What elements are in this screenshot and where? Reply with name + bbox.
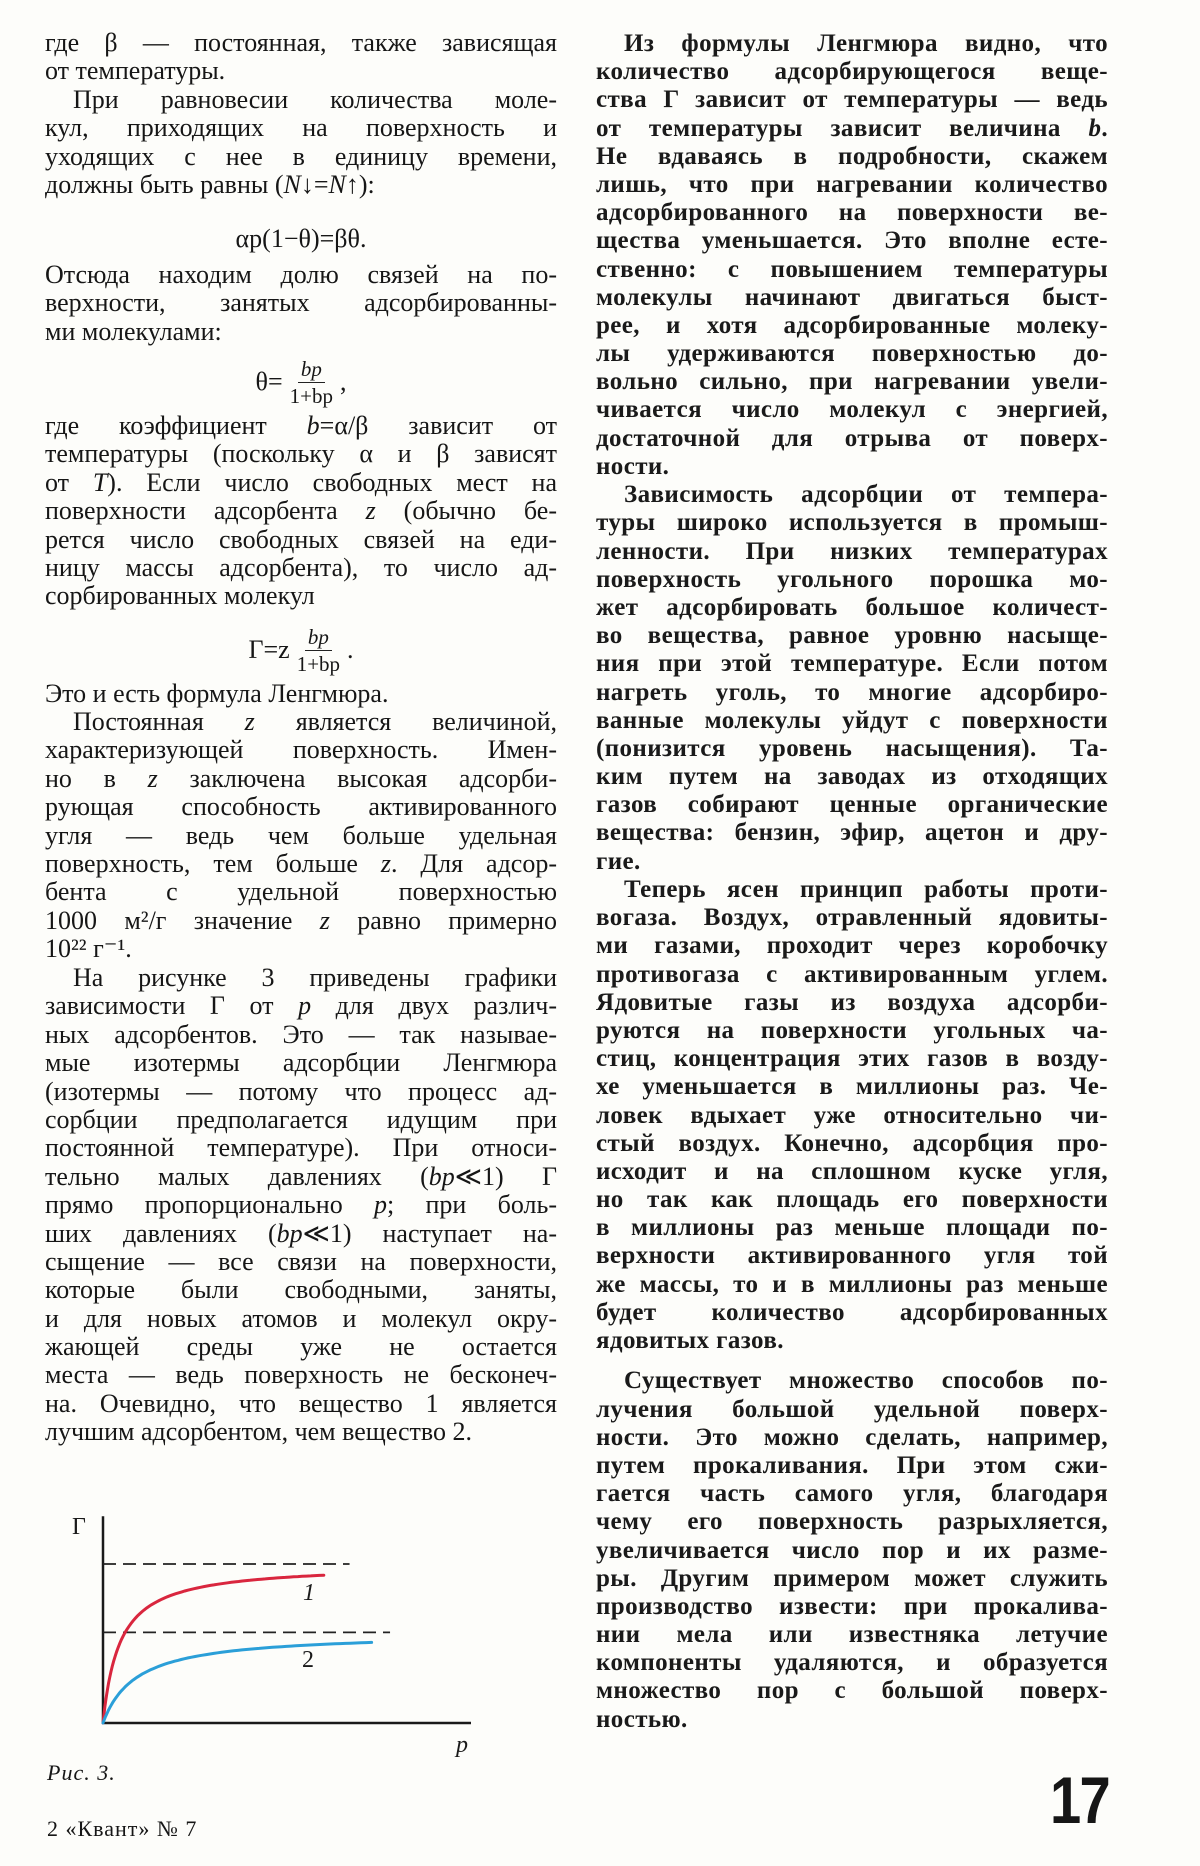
text-line: температуры (поскольку α и β зависят [45,439,557,469]
text-line: вольно сильно, при нагревании увели- [596,368,1108,396]
text-line: ры. Другим примером может служить [596,1564,1108,1592]
text-line: туры широко используется в промыш- [596,509,1108,537]
text-line: стиц, концентрация этих газов в возду- [596,1045,1108,1073]
text-line: щества уменьшается. Это вполне есте- [596,227,1108,255]
text-line: будет количество адсорбированных [596,1298,1108,1326]
text-line: прямо пропорционально p; при боль- [45,1190,557,1220]
text-line: характеризующей поверхность. Имен- [45,735,557,765]
formula-lhs: θ= [255,367,283,396]
text-line: увеличивается число пор и их разме- [596,1536,1108,1564]
text-line: количество адсорбирующегося веще- [596,58,1108,86]
text-line: ностью. [596,1705,688,1733]
text-line: рующая способность активированного [45,792,557,822]
text-line: и для новых атомов и молекул окру- [45,1303,557,1333]
text-line: постоянной температуре). При относи- [45,1133,557,1163]
text-line: жающей среды уже не остается [45,1332,557,1362]
isotherm-curve-1 [103,1575,324,1723]
text-line: ших давлениях (bp≪1) наступает на- [45,1218,557,1248]
text-line: чему его поверхность разрыхляется, [596,1508,1108,1536]
text-line: (понизится уровень насыщения). Та- [596,734,1108,762]
text-line: сорбированных молекул [45,581,315,611]
text-line: где коэффициент b=α/β зависит от [45,411,558,440]
text-line: ства Γ зависит от температуры — ведь [596,86,1108,114]
text-line: гается часть самого угля, благодаря [596,1480,1108,1508]
fraction-numerator: bp [298,356,325,383]
footer-signature: 2 «Квант» № 7 [47,1816,198,1841]
text-line: При равновесии количества моле- [73,85,557,114]
text-line: Существует множество способов по- [624,1367,1108,1395]
text-line: бента с удельной поверхностью [45,877,557,907]
fraction-denominator: 1+bp [296,651,341,676]
fraction [287,356,336,409]
text-line: рее, и хотя адсорбированные молеку- [596,311,1108,339]
text-line: Зависимость адсорбции от темпера- [624,481,1108,509]
text-line: вещества: бензин, эфир, ацетон и дру- [596,819,1108,847]
text-line: кул, приходящих на поверхность и [45,113,557,143]
text-line: поверхности адсорбента z (обычно бе- [45,496,557,526]
text-line: поверхность, тем больше z. Для адсор- [45,848,557,878]
text-line: ных адсорбентов. Это — так называе- [45,1019,557,1049]
text-line: верхности, занятых адсорбированны- [45,288,557,318]
text-line: вогаза. Воздух, отравленный ядовиты- [596,904,1108,932]
paragraph [596,1367,1108,1733]
text-line: уходящих с нее в единицу времени, [45,141,557,171]
text-line: руются на поверхности угольных ча- [596,1016,1108,1044]
text-line: ким путем на заводах из отходящих [596,763,1108,791]
text-line: Теперь ясен принцип работы проти- [624,876,1108,903]
figure-langmuir-isotherms [0,1480,520,1770]
formula [45,225,557,253]
text-line: Из формулы Ленгмюра видно, что [624,30,1108,57]
text-line: тельно малых давлениях (bp≪1) Γ [45,1161,557,1191]
text-line: ванные молекулы уйдут с поверхности [596,706,1108,734]
formula-fraction [45,352,557,412]
text-line: лишь, что при нагревании количество [596,170,1108,198]
fraction-denominator: 1+bp [289,383,333,408]
paragraph [45,261,557,346]
text-line: ми газами, проходит через коробочку [596,932,1108,960]
text-line: компоненты удаляются, и образуется [596,1649,1108,1677]
text-line: места — ведь поверхность не бесконеч- [45,1360,557,1390]
text-line: гие. [596,847,641,875]
text-line: молекулы начинают двигаться быст- [596,283,1108,311]
curve-label-2: 2 [302,1647,314,1673]
text-line: ленности. При низких температурах [596,537,1108,565]
fraction-numerator: bp [305,624,332,651]
text-line: лучшим адсорбентом, чем вещество 2. [45,1417,473,1447]
text-line: противогаза с активированным углем. [596,960,1108,988]
text-line: верхности активированного угля той [596,1242,1108,1270]
text-line: сорбции предполагается идущим при [45,1104,557,1134]
text-line: ния при этой температуре. Если потом [596,650,1108,678]
text-line: нии мела или известняка летучие [596,1621,1108,1649]
text-line: но в z заключена высокая адсорби- [45,763,557,793]
formula-lhs: Γ=z [248,635,290,664]
formula-text: αp(1−θ)=βθ. [235,224,367,253]
paragraph [45,29,557,86]
text-line: Отсюда находим долю связей на по- [45,260,557,289]
text-line: должны быть равны (N↓=N↑): [45,170,375,200]
text-line: лучения большой удельной поверх- [596,1395,1108,1423]
text-line: ловек вдыхает уже относительно чи- [596,1101,1108,1129]
paragraph [596,876,1108,1355]
x-axis-label: p [456,1732,468,1758]
text-line: адсорбированного на поверхности ве- [596,199,1108,227]
text-line: мые изотермы адсорбции Ленгмюра [45,1048,557,1078]
text-line: ядовитых газов. [596,1327,784,1354]
y-axis-label: Γ [72,1514,86,1540]
text-line: от T). Если число свободных мест на [45,467,557,497]
text-line: Ядовитые газы из воздуха адсорби- [596,988,1108,1016]
text-line: исходит и на сплошном куске угля, [596,1157,1108,1185]
formula-punct: . [347,635,354,664]
text-line: ми молекулами: [45,316,222,346]
paragraph [45,412,557,611]
isotherm-curve-2 [103,1642,372,1723]
text-line: множество пор с большой поверх- [596,1677,1108,1705]
text-line: от температуры. [45,56,226,86]
text-line: хе уменьшается в миллионы раз. Че- [596,1073,1108,1101]
text-line: на. Очевидно, что вещество 1 является [45,1388,557,1418]
text-line: жет адсорбировать большое количест- [596,593,1108,621]
text-line: поверхность угольного порошка мо- [596,565,1108,593]
text-line: Постоянная z является величиной, [73,707,557,736]
text-line: ственно: с повышением температуры [596,255,1108,283]
formula-fraction [45,620,557,680]
text-line: достаточной для отрыва от поверх- [596,424,1108,452]
paragraph [45,86,557,200]
curve-label-1: 1 [303,1580,315,1606]
text-line: ности. Это можно сделать, например, [596,1423,1108,1451]
text-line: 10²² г⁻¹. [45,934,132,964]
text-line: сыщение — все связи на поверхности, [45,1246,557,1276]
text-line: газов собирают ценные органические [596,791,1108,819]
text-line: но так как площадь его поверхности [596,1186,1108,1214]
text-line: ницу массы адсорбента), то число ад- [45,552,557,582]
text-line: рется число свободных связей на еди- [45,524,557,554]
text-line: в миллионы раз меньше площади по- [596,1214,1108,1242]
text-line: же массы, то и в миллионы раз меньше [596,1270,1108,1298]
text-line: от температуры зависит величина b. [596,114,1108,142]
text-line: путем прокаливания. При этом сжи- [596,1451,1108,1479]
figure-caption: Рис. 3. [47,1760,116,1785]
text-line: стый воздух. Конечно, адсорбция про- [596,1129,1108,1157]
text-line: 1000 м²/г значение z равно примерно [45,905,557,935]
text-line: лы удерживаются поверхностью до- [596,340,1108,368]
text-line: Это и есть формула Ленгмюра. [45,679,389,708]
paragraph [596,481,1108,876]
text-line: во вещества, равное уровню насыще- [596,622,1108,650]
text-line: чивается число молекул с энергией, [596,396,1108,424]
paragraph [596,30,1108,481]
page-number: 17 [1050,1763,1110,1837]
text-line: На рисунке 3 приведены графики [73,963,557,992]
paragraph [45,964,557,1447]
text-line: нагреть уголь, то многие адсорбиро- [596,678,1108,706]
formula-punct: , [339,367,347,396]
fraction [294,624,343,677]
text-line: зависимости Γ от p для двух различ- [45,991,557,1021]
text-line: ности. [596,452,670,480]
paragraph [45,680,557,708]
text-line: угля — ведь чем больше удельная [45,820,557,850]
text-line: производство извести: при прокалива- [596,1592,1108,1620]
text-line: которые были свободными, заняты, [45,1275,557,1305]
text-line: (изотермы — потому что процесс ад- [45,1076,557,1106]
paragraph [45,708,557,964]
text-line: где β — постоянная, также зависящая [45,28,557,57]
text-line: Не вдаваясь в подробности, скажем [596,142,1108,170]
